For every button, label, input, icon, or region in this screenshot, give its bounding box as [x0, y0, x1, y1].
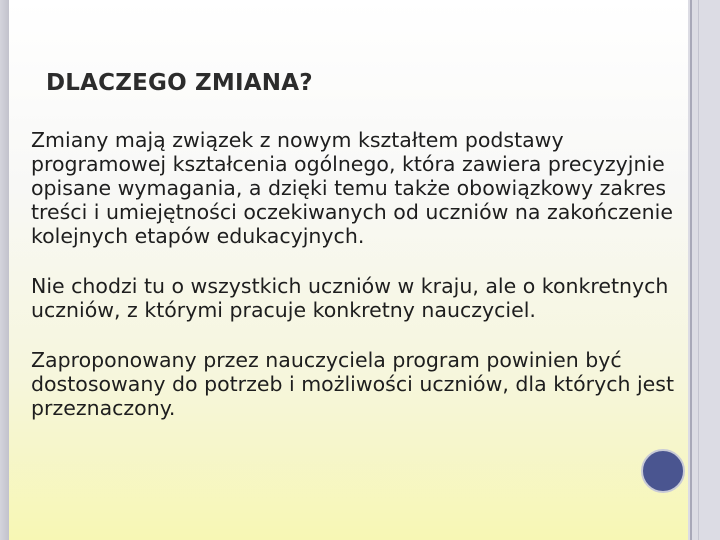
- slide-title: DLACZEGO ZMIANA?: [46, 70, 313, 96]
- decorative-circle: [641, 449, 685, 493]
- slide-body: [31, 128, 681, 446]
- left-border-decoration: [0, 0, 9, 540]
- paragraph-2: Nie chodzi tu o wszystkich uczniów w kraju, ale o konkretnych uczniów, z którymi pracuje konkretny nauczyciel.: [31, 274, 669, 322]
- paragraph-3: Zaproponowany przez nauczyciela program powinien być dostosowany do potrzeb i możliwości uczniów, dla których jest przeznaczony.: [31, 348, 675, 420]
- paragraph-1: Zmiany mają związek z nowym kształtem podstawy programowej kształcenia ogólnego, która zawiera precyzyjnie opisane wymagania, a dzięki temu także obowiązkowy zakres treści i umiejętności oczekiwanych od uczniów na zakończenie kolejnych etapów edukacyjnych.: [31, 128, 673, 248]
- right-border-decoration: [688, 0, 720, 540]
